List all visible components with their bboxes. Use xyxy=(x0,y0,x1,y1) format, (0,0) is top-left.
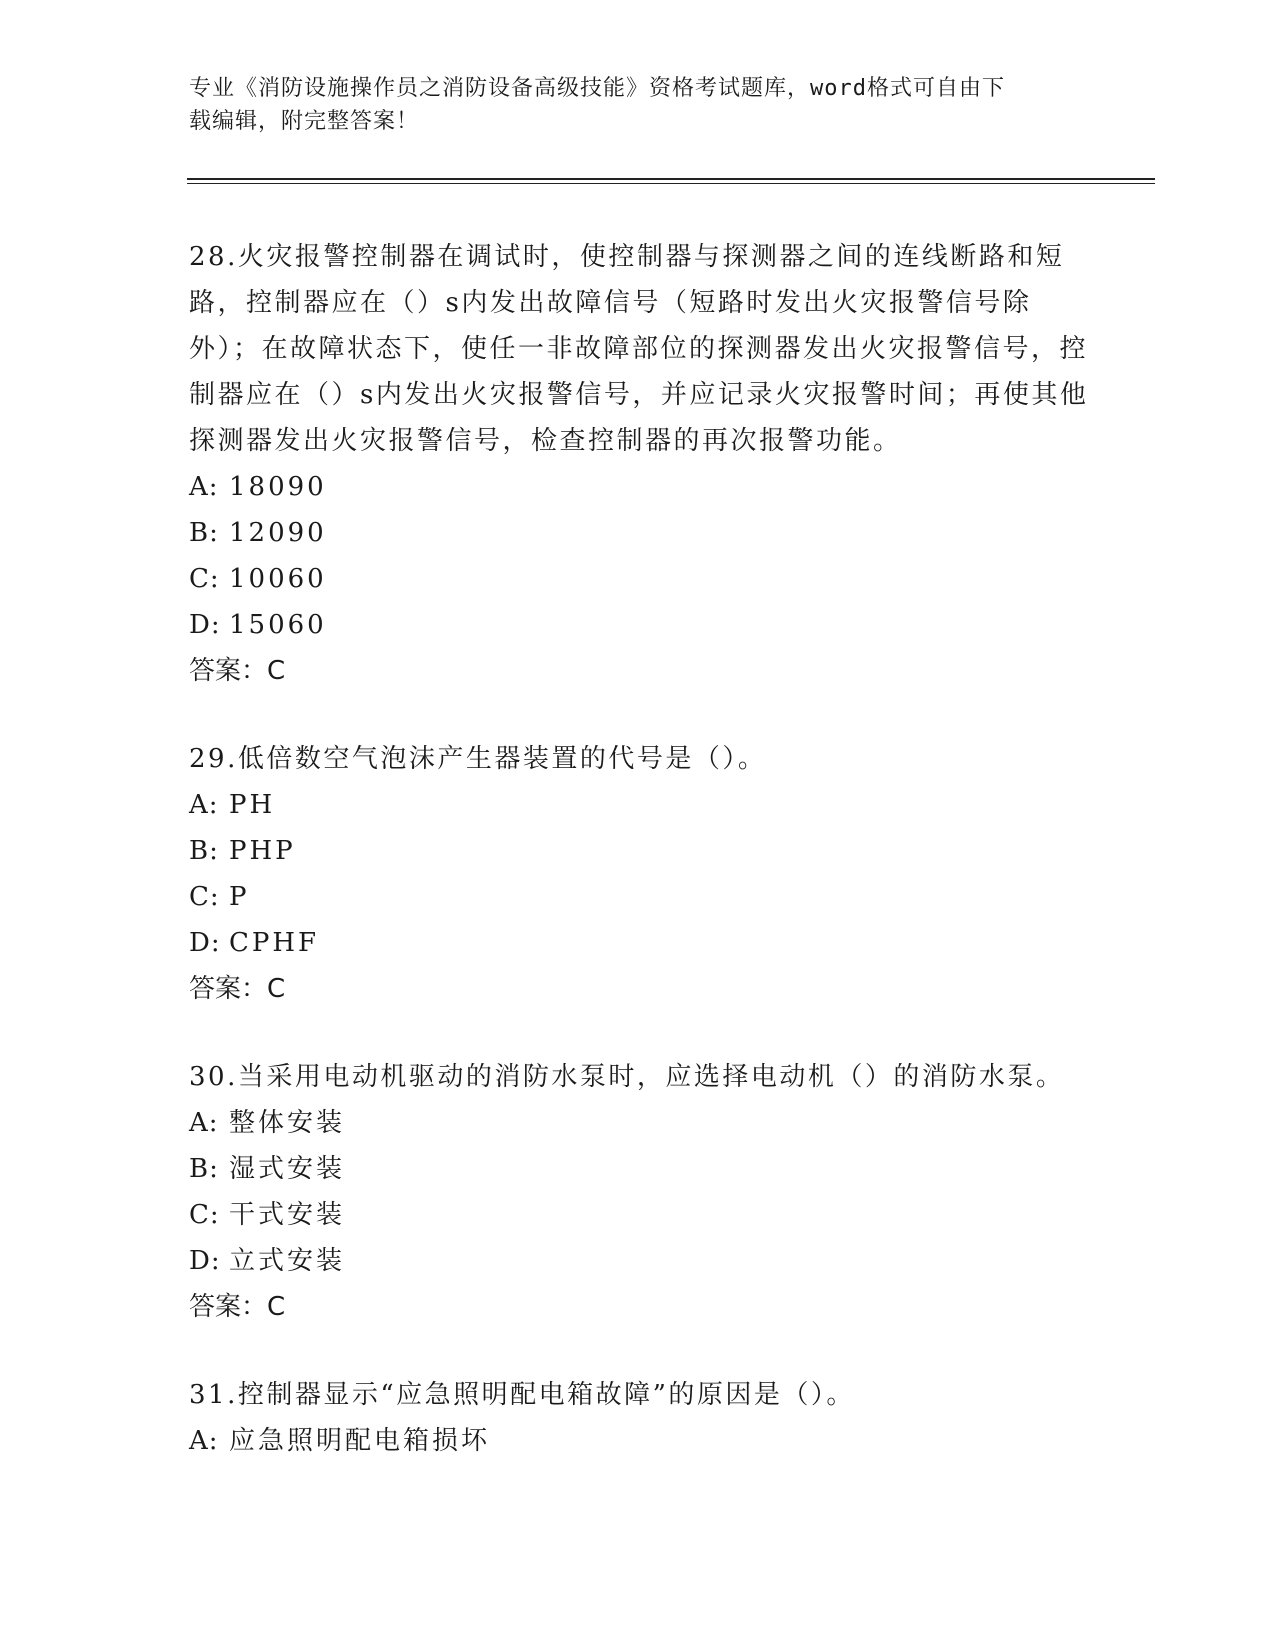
option-key: A: xyxy=(189,790,219,820)
option-key: C: xyxy=(189,1200,220,1230)
option-text: 12090 xyxy=(229,518,327,548)
question-31 xyxy=(189,1372,1089,1464)
option-a xyxy=(189,782,1089,828)
option-text: P xyxy=(229,882,250,912)
option-text: 干式安装 xyxy=(229,1200,346,1230)
option-key: D: xyxy=(189,1246,221,1276)
option-a xyxy=(189,1100,1089,1146)
option-a xyxy=(189,1418,1089,1464)
option-key: A: xyxy=(189,1108,219,1138)
option-key: C: xyxy=(189,564,220,594)
option-text: 应急照明配电箱损坏 xyxy=(229,1426,491,1456)
option-b xyxy=(189,510,1089,556)
header-line-2: 载编辑，附完整答案！ xyxy=(189,109,420,134)
option-text: 18090 xyxy=(229,472,327,502)
question-list xyxy=(189,234,1089,1506)
option-text: CPHF xyxy=(229,928,320,958)
option-a xyxy=(189,464,1089,510)
option-key: D: xyxy=(189,928,221,958)
question-29 xyxy=(189,736,1089,1012)
question-stem: 29.低倍数空气泡沫产生器装置的代号是（）。 xyxy=(189,744,767,774)
option-key: B: xyxy=(189,836,219,866)
answer-line: 答案：C xyxy=(189,656,286,686)
question-stem: 28.火灾报警控制器在调试时，使控制器与探测器之间的连线断路和短路，控制器应在（）s内发出故障信号（短路时发出火灾报警信号除外）；在故障状态下，使任一非故障部位的探测器发出火灾报警信号，控制器应在（）s内发出火灾报警信号，并应记录火灾报警时间；再使其他探测器发出火灾报警信号，检查控制器的再次报警功能。 xyxy=(189,242,1089,456)
option-text: PH xyxy=(229,790,276,820)
option-d xyxy=(189,920,1089,966)
header-divider-thin xyxy=(187,183,1155,184)
option-key: D: xyxy=(189,610,221,640)
option-d xyxy=(189,602,1089,648)
option-key: A: xyxy=(189,472,219,502)
option-text: 整体安装 xyxy=(229,1108,346,1138)
option-key: B: xyxy=(189,518,219,548)
question-28 xyxy=(189,234,1089,694)
header-divider-thick xyxy=(187,178,1155,180)
option-b xyxy=(189,828,1089,874)
option-text: 15060 xyxy=(229,610,327,640)
option-key: A: xyxy=(189,1426,219,1456)
answer-line: 答案：C xyxy=(189,1292,286,1322)
option-b xyxy=(189,1146,1089,1192)
answer-line: 答案：C xyxy=(189,974,286,1004)
option-c xyxy=(189,556,1089,602)
option-c xyxy=(189,1192,1089,1238)
question-stem: 31.控制器显示“应急照明配电箱故障”的原因是（）。 xyxy=(189,1380,855,1410)
question-stem: 30.当采用电动机驱动的消防水泵时，应选择电动机（）的消防水泵。 xyxy=(189,1062,1065,1092)
option-c xyxy=(189,874,1089,920)
option-key: B: xyxy=(189,1154,219,1184)
option-text: 湿式安装 xyxy=(229,1154,346,1184)
option-d xyxy=(189,1238,1089,1284)
question-30 xyxy=(189,1054,1089,1330)
option-key: C: xyxy=(189,882,220,912)
document-header xyxy=(189,72,1079,138)
header-line-1: 专业《消防设施操作员之消防设备高级技能》资格考试题库，word格式可自由下 xyxy=(189,76,1005,101)
option-text: 立式安装 xyxy=(229,1246,346,1276)
option-text: PHP xyxy=(229,836,296,866)
option-text: 10060 xyxy=(229,564,327,594)
